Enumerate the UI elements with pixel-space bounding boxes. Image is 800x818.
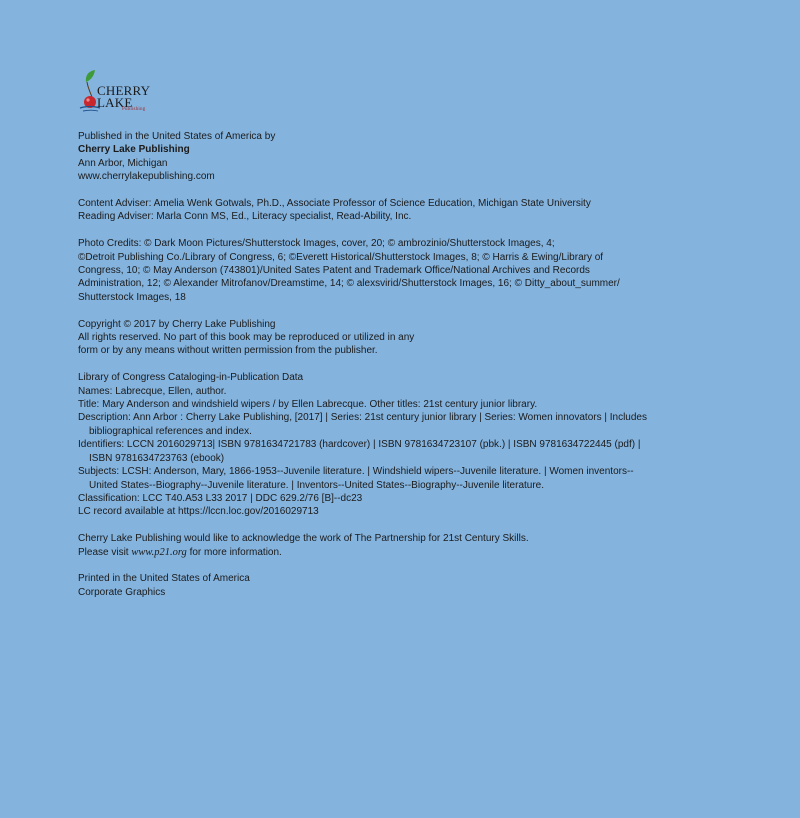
cip-line: Subjects: LCSH: Anderson, Mary, 1866-1953--Juvenile literature. | Windshield wipers--Juvenile literature. | Women inventors-- [78, 466, 634, 478]
cip-line: Description: Ann Arbor : Cherry Lake Publishing, [2017] | Series: 21st century junior library | Series: Women innovators | Includes [78, 412, 647, 424]
publisher-website[interactable]: www.cherrylakepublishing.com [78, 171, 215, 183]
cip-line: United States--Biography--Juvenile literature. | Inventors--United States--Biography--Juvenile literature. [89, 479, 545, 491]
acknowledgement-block [78, 532, 778, 559]
content-adviser: Content Adviser: Amelia Wenk Gotwals, Ph.D., Associate Professor of Science Education, Michigan State University [78, 198, 591, 210]
page-content [78, 130, 778, 613]
publisher-city: Ann Arbor, Michigan [78, 157, 168, 169]
cip-line: Title: Mary Anderson and windshield wipers / by Ellen Labrecque. Other titles: 21st century junior library. [78, 399, 538, 411]
copyright-line: Copyright © 2017 by Cherry Lake Publishing [78, 318, 276, 330]
cip-line: ISBN 9781634723763 (ebook) [89, 452, 225, 464]
logo-text-publishing: Publishing [122, 107, 146, 112]
cip-line: Classification: LCC T40.A53 L33 2017 | DDC 629.2/76 [B]--dc23 [78, 492, 363, 504]
cip-line: Names: Labrecque, Ellen, author. [78, 385, 227, 397]
photo-credits-line: Shutterstock Images, 18 [78, 291, 186, 303]
cip-line: LC record available at https://lccn.loc.gov/2016029713 [78, 506, 319, 518]
printer-name: Corporate Graphics [78, 586, 166, 598]
advisers-block [78, 197, 778, 224]
cip-line: Identifiers: LCCN 2016029713| ISBN 9781634721783 (hardcover) | ISBN 9781634723107 (pbk.) | ISBN 9781634722445 (pdf) | [78, 439, 641, 451]
acknowledgement-line: Cherry Lake Publishing would like to acknowledge the work of The Partnership for 21st Century Skills. [78, 533, 529, 545]
p21-link[interactable]: www.p21.org [131, 546, 187, 558]
publisher-name: Cherry Lake Publishing [78, 144, 190, 156]
photo-credits-block [78, 237, 778, 304]
acknowledgement-visit-line [78, 546, 778, 559]
visit-text-after: for more information. [186, 546, 282, 558]
photo-credits-line: Photo Credits: © Dark Moon Pictures/Shutterstock Images, cover, 20; © ambrozinio/Shutterstock Images, 4; [78, 238, 555, 250]
visit-text: Please visit [78, 546, 132, 558]
cherry-lake-logo [76, 70, 156, 116]
cip-line: Library of Congress Cataloging-in-Publication Data [78, 372, 304, 384]
copyright-line: All rights reserved. No part of this book may be reproduced or utilized in any [78, 332, 415, 344]
logo-text-cherry: CHERRY [97, 83, 151, 98]
copyright-line: form or by any means without written permission from the publisher. [78, 345, 378, 357]
printed-block [78, 572, 778, 599]
publisher-intro: Published in the United States of America by [78, 131, 276, 142]
photo-credits-line: ©Detroit Publishing Co./Library of Congress, 6; ©Everett Historical/Shutterstock Images, 8; © Harris & Ewing/Library of [78, 251, 604, 263]
logo-text-lake: LAKE [97, 95, 133, 110]
cip-block [78, 371, 778, 518]
reading-adviser: Reading Adviser: Marla Conn MS, Ed., Literacy specialist, Read-Ability, Inc. [78, 211, 412, 223]
copyright-block [78, 318, 778, 358]
cip-line: bibliographical references and index. [89, 425, 252, 437]
photo-credits-line: Congress, 10; © May Anderson (743801)/United Sates Patent and Trademark Office/National Archives and Records [78, 265, 590, 277]
photo-credits-line: Administration, 12; © Alexander Mitrofanov/Dreamstime, 14; © alexsvirid/Shutterstock Images, 16; © Ditty_about_summer/ [78, 278, 620, 290]
printed-line: Printed in the United States of America [78, 573, 250, 585]
publisher-block [78, 130, 778, 184]
